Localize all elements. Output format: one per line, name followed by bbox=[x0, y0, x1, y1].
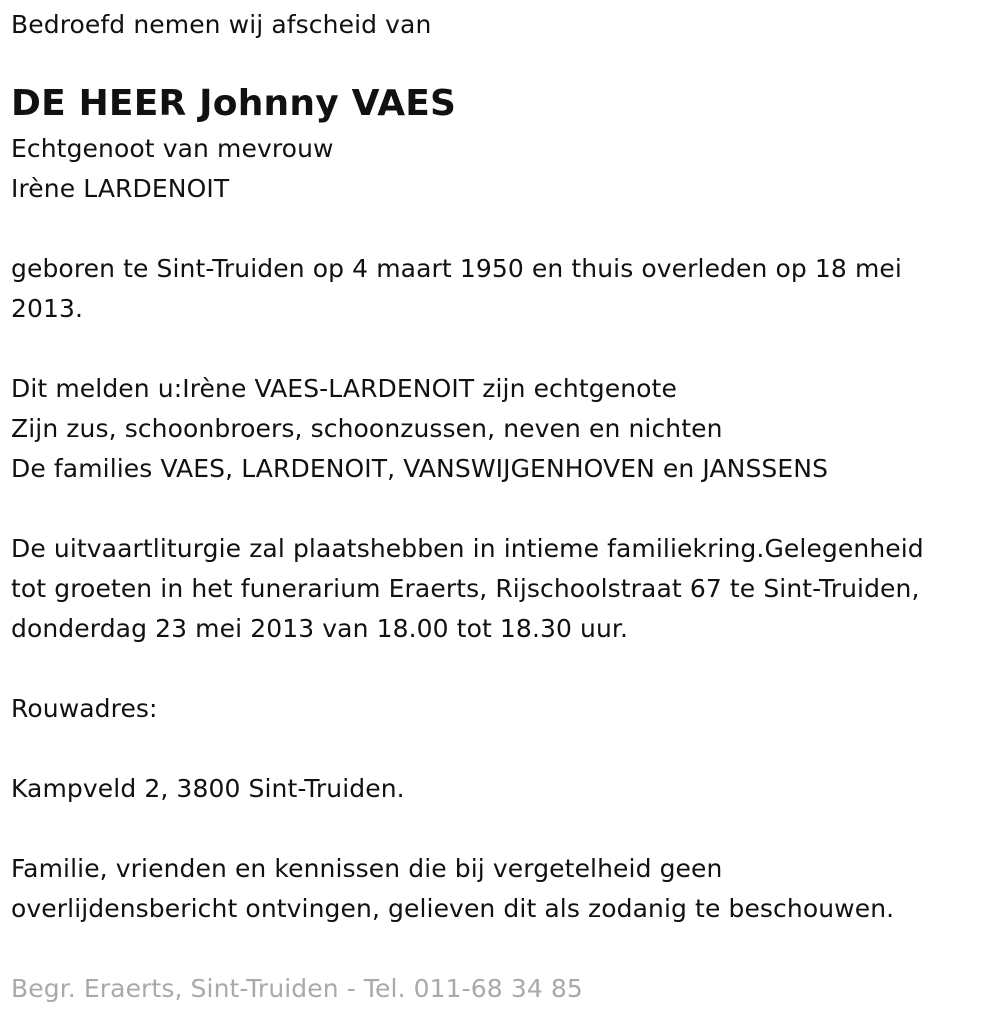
spacer bbox=[11, 729, 996, 769]
mourning-address-label: Rouwadres: bbox=[11, 694, 158, 723]
liturgy-line: donderdag 23 mei 2013 van 18.00 tot 18.30 uur. bbox=[11, 614, 629, 643]
announced-by-line: Dit melden u:Irène VAES-LARDENOIT zijn echtgenote bbox=[11, 374, 677, 403]
funeral-home-footer: Begr. Eraerts, Sint-Truiden - Tel. 011-68 34 85 bbox=[11, 974, 583, 1003]
liturgy-line: De uitvaartliturgie zal plaatshebben in intieme familiekring.Gelegenheid bbox=[11, 534, 924, 563]
announced-by-line: Zijn zus, schoonbroers, schoonzussen, neven en nichten bbox=[11, 414, 723, 443]
mourning-address: Kampveld 2, 3800 Sint-Truiden. bbox=[11, 774, 405, 803]
spacer bbox=[11, 929, 996, 969]
birth-death-line-1: geboren te Sint-Truiden op 4 maart 1950 en thuis overleden op 18 mei bbox=[11, 254, 902, 283]
announced-by-line: De families VAES, LARDENOIT, VANSWIJGENHOVEN en JANSSENS bbox=[11, 454, 829, 483]
spouse-line-2: Irène LARDENOIT bbox=[11, 174, 230, 203]
spacer bbox=[11, 329, 996, 369]
spouse-line-1: Echtgenoot van mevrouw bbox=[11, 134, 334, 163]
spacer bbox=[11, 809, 996, 849]
intro-line: Bedroefd nemen wij afscheid van bbox=[11, 10, 432, 39]
closing-line: Familie, vrienden en kennissen die bij vergetelheid geen bbox=[11, 854, 723, 883]
liturgy-line: tot groeten in het funerarium Eraerts, Rijschoolstraat 67 te Sint-Truiden, bbox=[11, 574, 920, 603]
birth-death-line-2: 2013. bbox=[11, 294, 84, 323]
obituary-notice bbox=[11, 0, 996, 1009]
closing-line: overlijdensbericht ontvingen, gelieven dit als zodanig te beschouwen. bbox=[11, 894, 895, 923]
spacer bbox=[11, 649, 996, 689]
spacer bbox=[11, 209, 996, 249]
deceased-name: DE HEER Johnny VAES bbox=[11, 83, 457, 124]
spacer bbox=[11, 489, 996, 529]
